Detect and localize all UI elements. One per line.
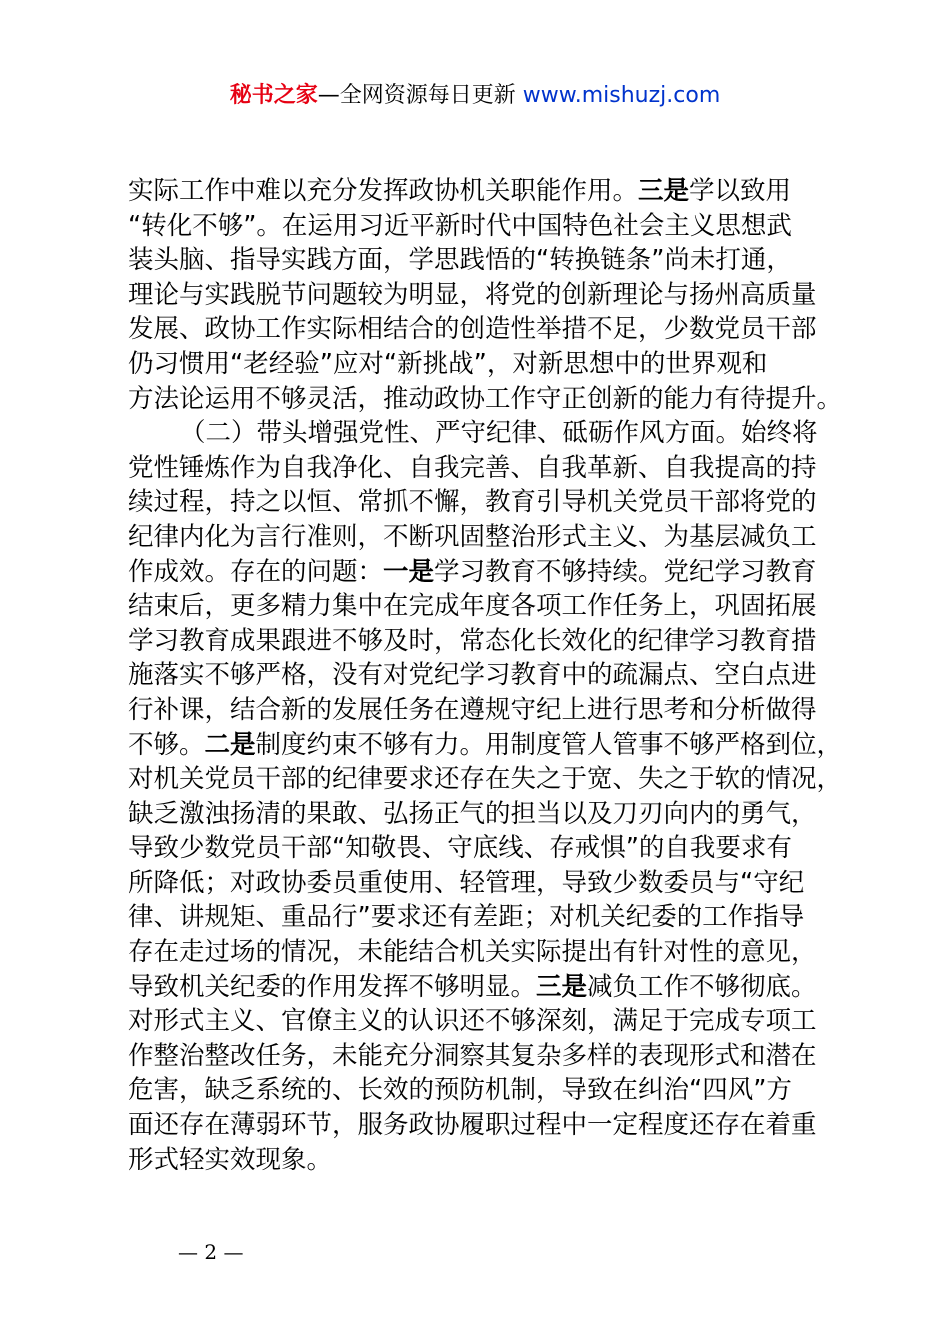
- text-run: 导致机关纪委的作用发挥不够明显。: [128, 971, 537, 1002]
- text-run: 不够。: [128, 729, 205, 760]
- text-line: [128, 935, 848, 970]
- text-run: 所降低；对政协委员重使用、轻管理，导致少数委员与“守纪: [128, 867, 805, 898]
- site-url-link[interactable]: www.mishuzj.com: [522, 83, 721, 108]
- text-run: 续过程，持之以恒、常抓不懈，教育引导机关党员干部将党的: [128, 487, 817, 518]
- text-line: [128, 1073, 848, 1108]
- brand-name: 秘书之家: [229, 83, 318, 108]
- text-line: [128, 797, 848, 832]
- text-run: （二）带头增强党性、严守纪律、砥砺作风方面。始终将: [180, 418, 818, 449]
- text-line: [128, 762, 848, 797]
- text-run: “转化不够”。在运用习近平新时代中国特色社会主义思想武: [128, 210, 792, 241]
- text-line: [128, 312, 848, 347]
- text-run: 党性锤炼作为自我净化、自我完善、自我革新、自我提高的持: [128, 452, 817, 483]
- text-run: 学习教育成果跟进不够及时，常态化长效化的纪律学习教育措: [128, 625, 817, 656]
- text-run: 行补课，结合新的发展任务在遵规守纪上进行思考和分析做得: [128, 694, 817, 725]
- text-run: 导致少数党员干部“知敬畏、守底线、存戒惧”的自我要求有: [128, 833, 792, 864]
- text-line: [128, 693, 848, 728]
- text-run: 理论与实践脱节问题较为明显，将党的创新理论与扬州高质量: [128, 279, 817, 310]
- text-run: 结束后，更多精力集中在完成年度各项工作任务上，巩固拓展: [128, 591, 817, 622]
- text-line: [128, 174, 848, 209]
- text-line: [128, 658, 848, 693]
- text-run: 制度约束不够有力。用制度管人管事不够严格到位，: [255, 729, 843, 760]
- page-number: — 2 —: [178, 1240, 244, 1264]
- bold-run: 三是: [638, 176, 690, 206]
- text-line: [128, 209, 848, 244]
- text-run: 仍习惯用“老经验”应对“新挑战”，对新思想中的世界观和: [128, 348, 768, 379]
- text-run: 存在走过场的情况，未能结合机关实际提出有针对性的意见，: [128, 937, 817, 968]
- header-tagline: —全网资源每日更新: [317, 83, 516, 108]
- text-line: [128, 624, 848, 659]
- text-run: 方法论运用不够灵活，推动政协工作守正创新的能力有待提升。: [128, 383, 843, 414]
- bold-run: 三是: [536, 971, 588, 1002]
- text-line: [128, 347, 848, 382]
- text-run: 对形式主义、官僚主义的认识还不够深刻，满足于完成专项工: [128, 1006, 817, 1037]
- text-line: [128, 382, 848, 417]
- text-line: [128, 555, 848, 590]
- text-run: 学习教育不够持续。党纪学习教育: [434, 556, 817, 587]
- text-line: [128, 900, 848, 935]
- text-run: 纪律内化为言行准则，不断巩固整治形式主义、为基层减负工: [128, 521, 817, 552]
- text-run: 实际工作中难以充分发挥政协机关职能作用。: [128, 176, 639, 206]
- text-run: 作整治整改任务，未能充分洞察其复杂多样的表现形式和潜在: [128, 1040, 817, 1071]
- text-run: 危害，缺乏系统的、长效的预防机制，导致在纠治“四风”方: [128, 1075, 792, 1106]
- section-heading-line: [128, 416, 848, 451]
- text-run: 学以致用: [689, 176, 792, 206]
- text-line: [128, 866, 848, 901]
- text-line: [128, 970, 848, 1005]
- text-line: [128, 485, 848, 520]
- text-line: [128, 1108, 848, 1143]
- text-run: 施落实不够严格，没有对党纪学习教育中的疏漏点、空白点进: [128, 660, 817, 691]
- text-run: 面还存在薄弱环节，服务政协履职过程中一定程度还存在着重: [128, 1110, 817, 1141]
- body-text: [128, 174, 848, 1177]
- text-run: 律、讲规矩、重品行”要求还有差距；对机关纪委的工作指导: [128, 902, 805, 933]
- text-run: 发展、政协工作实际相结合的创造性举措不足，少数党员干部: [128, 314, 817, 345]
- text-run: 对机关党员干部的纪律要求还存在失之于宽、失之于软的情况，: [128, 764, 843, 795]
- text-run: 装头脑、指导实践方面，学思践悟的“转换链条”尚未打通，: [128, 245, 792, 276]
- text-line: [128, 520, 848, 555]
- text-run: 减负工作不够彻底。: [587, 971, 817, 1002]
- text-run: 形式轻实效现象。: [128, 1144, 333, 1175]
- text-line: [128, 451, 848, 486]
- bold-run: 一是: [383, 556, 435, 587]
- text-line: [128, 1039, 848, 1074]
- text-line: [128, 278, 848, 313]
- text-line: [128, 728, 848, 763]
- text-line: [128, 831, 848, 866]
- site-header: [0, 80, 950, 112]
- text-line: [128, 243, 848, 278]
- bold-run: 二是: [204, 729, 256, 760]
- text-line: [128, 1004, 848, 1039]
- text-run: 缺乏激浊扬清的果敢、弘扬正气的担当以及刀刃向内的勇气，: [128, 798, 817, 829]
- text-run: 作成效。存在的问题：: [128, 556, 384, 587]
- text-line: [128, 589, 848, 624]
- text-line: [128, 1143, 848, 1178]
